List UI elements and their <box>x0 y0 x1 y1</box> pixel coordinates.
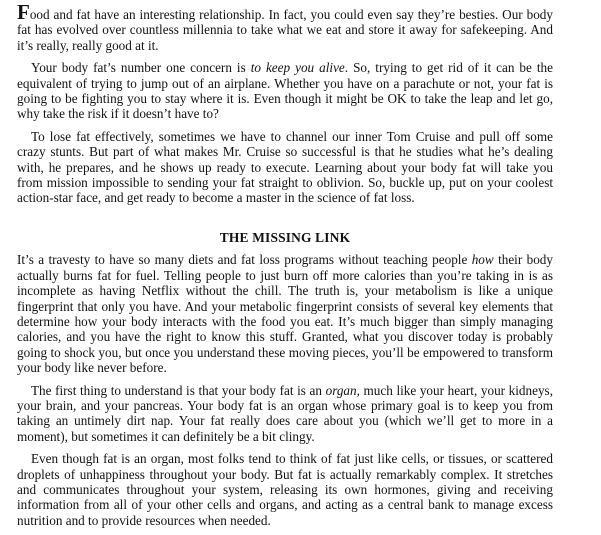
intro-paragraph-2 <box>17 60 553 122</box>
document-page <box>17 0 553 528</box>
section-paragraph-2-emphasis: organ, <box>325 382 360 398</box>
section-paragraph-2 <box>17 383 553 445</box>
intro-paragraph-2-emphasis: to keep you alive <box>250 60 345 76</box>
intro-paragraph-1 <box>17 0 553 53</box>
section-paragraph-3: Even though fat is an organ, most folks tend to think of fat just like cells, or tissues, or scattered droplets of unhappiness throughout your body. But fat is actually remarkably complex. It stretches and communicates throughout your system, releasing its own hormones, giving and receiving information from all of your other cells and organs, and acting as a central bank to manage excess nutrition and to provide resources when needed. <box>17 451 553 528</box>
intro-paragraph-3: To lose fat effectively, sometimes we have to channel our inner Tom Cruise and pull off some crazy stunts. But part of what makes Mr. Cruise so successful is that he studies what he’s dealing with, he prepares, and he shows up ready to execute. Learning about your body fat will take you from mission impossible to sending your fat straight to oblivion. So, buckle up, put on your coolest action-star face, and get ready to become a master in the science of fat loss. <box>17 128 553 206</box>
section-paragraph-2-text-a: The first thing to understand is that your body fat is an <box>31 382 326 398</box>
section-paragraph-1-text-a: It’s a travesty to have so many diets and fat loss programs without teaching people <box>17 252 472 268</box>
section-paragraph-2-text-b: much like your heart, your kidneys, your brain, and your pancreas. Your body fat is an organ whose primary goal is to keep you from taking an untimely dirt nap. Your fat really does care about you (which we’ll get to more in a moment), but sometimes it can definitely be a bit clingy. <box>17 382 553 444</box>
intro-paragraph-2-text-a: Your body fat’s number one concern is <box>31 60 251 76</box>
section-paragraph-1 <box>17 252 553 375</box>
section-paragraph-1-text-b: their body actually burns fat for fuel. Telling people to just burn off more calories than you’re taking in is as incomplete as having Netflix without the chill. The truth is, your metabolism is like a unique fingerprint that only you have. And your metabolic fingerprint consists of several key elements that determine how your body interacts with the food you eat. It’s much bigger than simply managing calories, and you have the right to know this stuff. Granted, what you discover today is probably going to shock you, but once you understand these moving pieces, you’ll be empowered to transform your body like never before. <box>17 252 553 376</box>
section-paragraph-1-emphasis: how <box>471 252 494 268</box>
drop-cap: F <box>17 0 30 24</box>
intro-paragraph-2-text-b: . So, trying to get rid of it can be the equivalent of trying to jump out of an airplane. Whether you have on a parachute or not, your fat is going to be fighting you to stay where it is. Even though it might be OK to take the leap and let go, why take the risk if it doesn’t have to? <box>17 60 553 122</box>
section-heading: THE MISSING LINK <box>219 229 351 245</box>
intro-paragraph-1-text: ood and fat have an interesting relationship. In fact, you could even say they’re besties. Our body fat has evolved over countless millennia to take what we eat and store it away for safekeeping. And it’s really, really good at it. <box>17 7 553 53</box>
